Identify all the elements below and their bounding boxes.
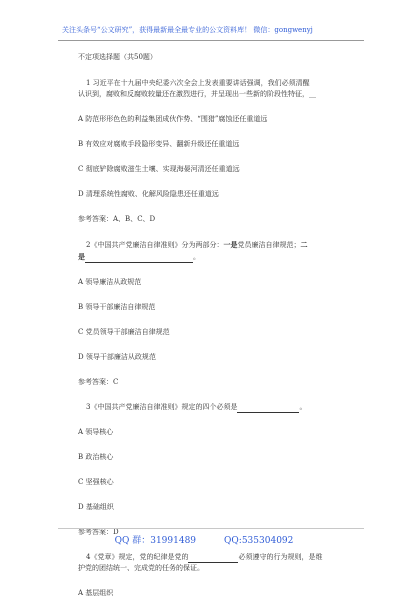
- question-2-option-b: B 领导干部廉洁自律规范: [78, 303, 156, 311]
- section-title: 不定项选择题（共50题）: [78, 53, 157, 61]
- footer: [0, 533, 408, 546]
- question-3-line-1: 3《中国共产党廉洁自律准则》规定的四个必须是 。: [86, 403, 307, 411]
- question-4-option-a: A 基层组织: [78, 589, 114, 597]
- question-4-text-post: 必须遵守的行为规则，是维: [238, 553, 323, 561]
- question-1-answer: 参考答案：A、B、C、D: [78, 215, 156, 223]
- question-2-text: 2《中国共产党廉洁自律准则》分为两部分：: [86, 241, 224, 249]
- question-1-option-d: D 清理系统性腐败、化解风险隐患还任重道远: [78, 190, 219, 198]
- question-3: [78, 402, 368, 413]
- question-2-line-2: 是 。: [78, 252, 200, 261]
- header-divider: [58, 40, 364, 41]
- question-2-blank: [85, 254, 193, 263]
- question-4-blank: [188, 554, 238, 563]
- footer-divider: [58, 528, 364, 529]
- question-1-option-a: A 防范形形色色的利益集团成伙作势、“围猎”腐蚀还任重道远: [78, 115, 268, 123]
- question-2-bold-2: 二: [300, 240, 308, 249]
- question-3-answer: 参考答案：D: [78, 528, 119, 536]
- question-2: [78, 239, 368, 263]
- question-2-option-a: A 领导廉洁从政规范: [78, 278, 142, 286]
- question-2-option-c: C 党员领导干部廉洁自律规范: [78, 328, 170, 336]
- question-3-option-b: B 政治核心: [78, 453, 114, 461]
- question-4-line-1: [78, 552, 368, 563]
- question-4: [78, 552, 368, 574]
- question-3-option-a: A 领导核心: [78, 428, 114, 436]
- question-3-text: 3《中国共产党廉洁自律准则》规定的四个必须是: [86, 403, 238, 411]
- question-1-option-b: B 有效应对腐败手段隐形变异、翻新升级还任重道远: [78, 140, 240, 148]
- header-banner: 关注头条号“公文研究”，获得最新最全最专业的公文资料库！ 微信：gongwenyj: [62, 26, 313, 34]
- question-1-line-2: 认识到，腐败和反腐败较量还在激烈进行，并呈现出一些新的阶段性特征，__: [78, 90, 316, 98]
- footer-qq: QQ:535304092: [224, 536, 294, 546]
- question-4-line-2: 护党的团结统一、完成党的任务的保证。: [78, 564, 204, 572]
- question-4-text: 4《党章》规定，党的纪律是党的: [86, 553, 189, 561]
- footer-qq-group: QQ 群：31991489: [114, 536, 197, 546]
- question-2-bold-3: 是: [78, 252, 85, 261]
- question-1-option-c: C 彻底铲除腐败滋生土壤、实现海晏河清还任重道远: [78, 165, 240, 173]
- question-3-option-d: D 基础组织: [78, 503, 114, 511]
- question-2-bold-1: 一是: [223, 240, 238, 249]
- question-3-blank: [237, 404, 299, 413]
- question-2-line-1: [78, 239, 368, 251]
- question-2-text-mid: 党员廉洁自律规范；: [237, 241, 301, 249]
- question-2-option-d: D 领导干部廉洁从政规范: [78, 353, 156, 361]
- question-1: [78, 78, 368, 100]
- question-1-line-1: 1 习近平在十九届中央纪委六次全会上发表重要讲话强调，我们必须清醒: [86, 79, 310, 87]
- question-2-answer: 参考答案：C: [78, 378, 119, 386]
- question-3-option-c: C 坚强核心: [78, 478, 114, 486]
